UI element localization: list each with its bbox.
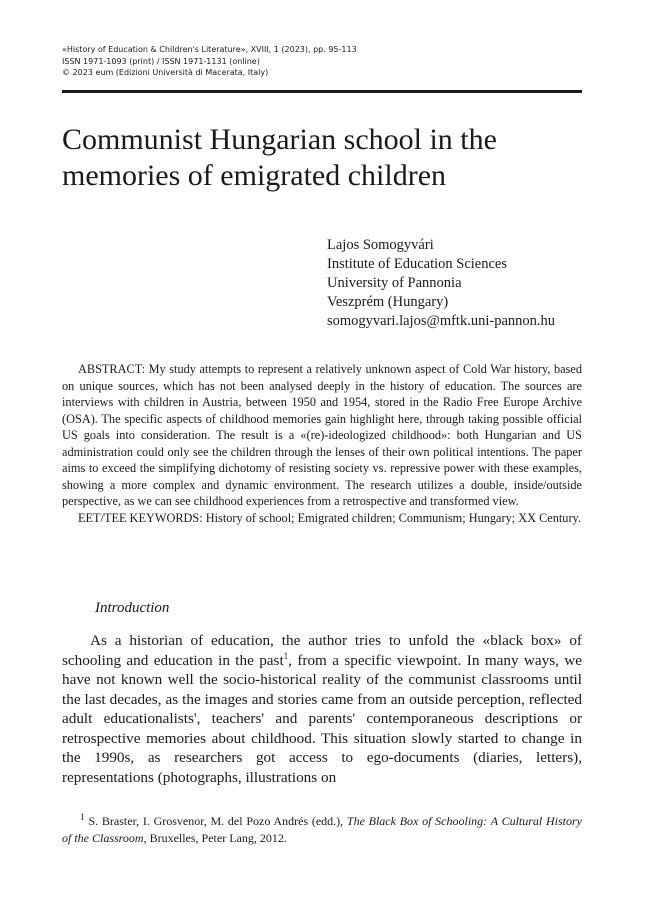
header-divider xyxy=(62,90,582,93)
footnote-entry xyxy=(62,813,582,846)
introduction-paragraph xyxy=(62,631,582,787)
issn-line: ISSN 1971-1093 (print) / ISSN 1971-1131 (online) xyxy=(62,56,260,66)
footnote xyxy=(62,813,582,846)
section-heading: Introduction xyxy=(95,600,170,616)
article-title: Communist Hungarian school in the memories of emigrated children xyxy=(62,123,497,192)
footnote-publisher: , Bruxelles, Peter Lang, 2012. xyxy=(143,830,287,845)
author-name: Lajos Somogyvári xyxy=(327,237,434,253)
intro-text-part-2: , from a specific viewpoint. In many ways, we have not known well the socio-historical reality of the communist classrooms until the last decades, as the images and stories came from an outside perception, reflected adult educationalists', teachers' and parents' contemporaneous descriptions or retrospective memories about childhood. This situation slowly started to change in the 1990s, as researchers got access to ego-documents (diaries, letters), representations (photographs, illustrations on xyxy=(62,651,583,786)
abstract-text: ABSTRACT: My study attempts to represent a relatively unknown aspect of Cold War history, based on unique sources, which has not been analysed deeply in the history of education. The sources are interviews with children in Austria, between 1950 and 1954, stored in the Radio Free Europe Archive (OSA). The specific aspects of childhood memories gain highlight here, through taking possible official US goals into consideration. The result is a «(re)-ideologized childhood»: both Hungarian and US administration could only see the children through the lenses of their own political intentions. The paper aims to exceed the simplifying dichotomy of resisting society vs. repressive power with these examples, showing a more complex and dynamic environment. The research utilizes a double, inside/outside perspective, as we can see childhood experiences from a retrospective and transformed view. xyxy=(62,362,582,508)
author-city: Veszprém (Hungary) xyxy=(327,294,449,310)
intro-text-part-1: As a historian of education, the author tries to unfold the «black box» of schooling and education in the past xyxy=(62,632,582,669)
keywords: EET/TEE KEYWORDS: History of school; Emigrated children; Communism; Hungary; XX Century. xyxy=(78,510,581,525)
author-email: somogyvari.lajos@mftk.uni-pannon.hu xyxy=(327,313,556,329)
journal-header xyxy=(62,44,582,79)
footnote-book-title: The Black Box of Schooling: A Cultural History of the Classroom xyxy=(62,814,582,845)
introduction-body xyxy=(62,631,582,787)
abstract-block xyxy=(62,361,582,526)
footnote-authors: S. Braster, I. Grosvenor, M. del Pozo Andrés (edd.), xyxy=(88,814,344,828)
copyright-line: © 2023 eum (Edizioni Università di Macerata, Italy) xyxy=(62,68,269,77)
footnote-reference: 1 xyxy=(283,650,289,661)
author-affiliation xyxy=(327,236,587,331)
footnote-number: 1 xyxy=(80,812,85,822)
journal-citation: «History of Education & Children's Literature», XVIII, 1 (2023), pp. 95-113 xyxy=(62,45,357,54)
author-institute: Institute of Education Sciences xyxy=(327,256,507,272)
author-university: University of Pannonia xyxy=(327,275,462,291)
